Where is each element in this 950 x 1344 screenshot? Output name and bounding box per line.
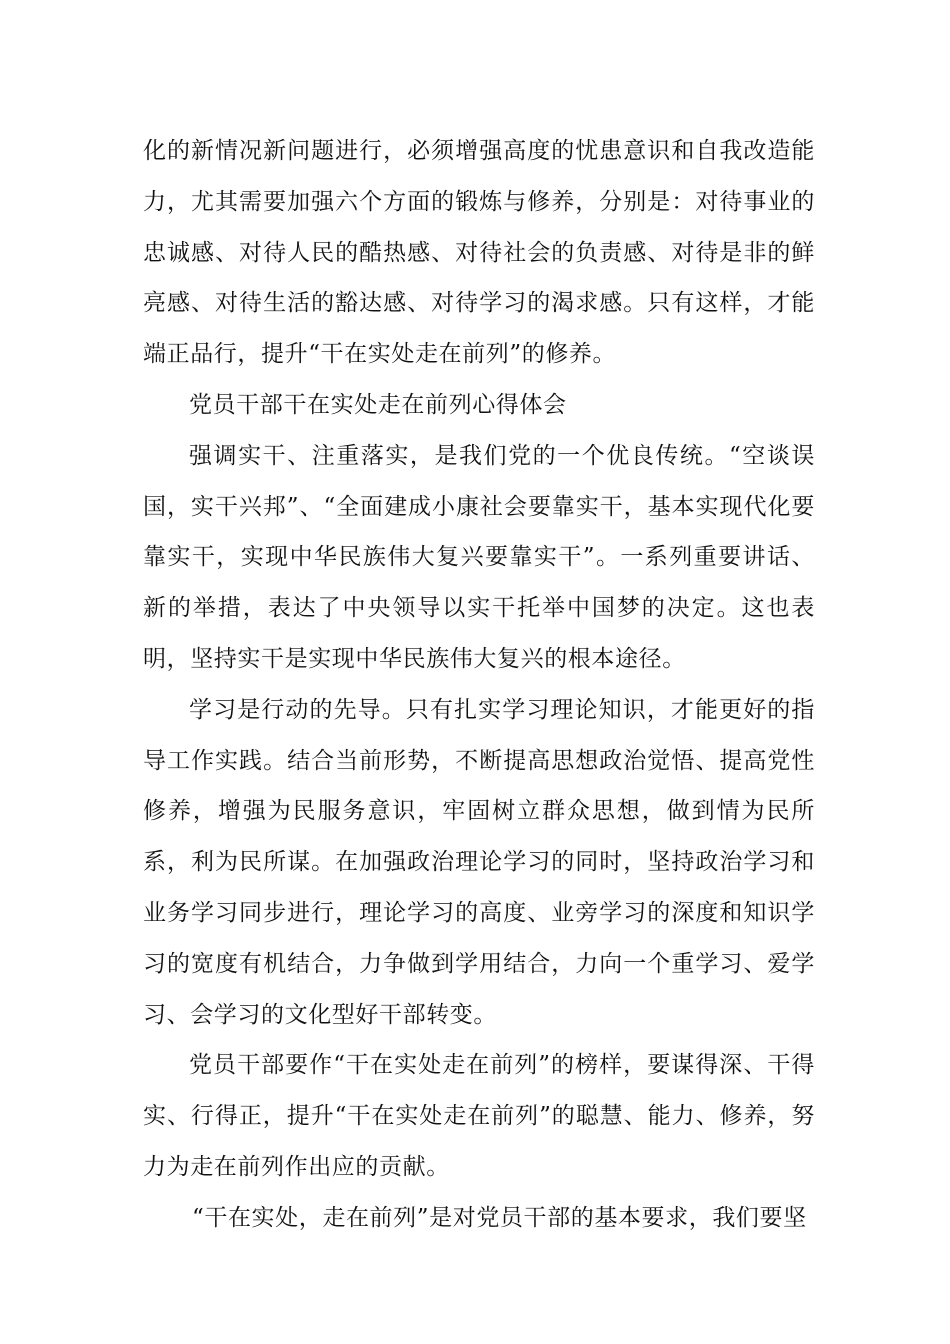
paragraph-basic-requirement: “干在实处，走在前列”是对党员干部的基本要求，我们要坚 [192,1204,807,1231]
section-heading: 党员干部干在实处走在前列心得体会 [189,391,567,418]
paragraph-study: 学习是行动的先导。只有扎实学习理论知识，才能更好的指导工作实践。结合当前形势，不断提高思想政治觉悟、提高党性修养，增强为民服务意识，牢固树立群众思想，做到情为民所系，利为民所谋。在加强政治理论学习的同时，坚持政治学习和业务学习同步进行，理论学习的高度、业旁学习的深度和知识学习的宽度有机结合，力争做到学用结合，力向一个重学习、爱学习、会学习的文化型好干部转变。 [143,696,815,1028]
paragraph-continuation: 化的新情况新问题进行，必须增强高度的忧患意识和自我改造能力，尤其需要加强六个方面的锻炼与修养，分别是：对待事业的忠诚感、对待人民的酷热感、对待社会的负责感、对待是非的鲜亮感、对待生活的豁达感、对待学习的渴求感。只有这样，才能端正品行，提升“干在实处走在前列”的修养。 [143,138,815,368]
paragraph-role-model: 党员干部要作“干在实处走在前列”的榜样，要谋得深、干得实、行得正，提升“干在实处走在前列”的聪慧、能力、修养，努力为走在前列作出应的贡献。 [143,1052,815,1180]
paragraph-practical-work: 强调实干、注重落实，是我们党的一个优良传统。“空谈误国，实干兴邦”、“全面建成小康社会要靠实干，基本实现代化要靠实干，实现中华民族伟大复兴要靠实干”。一系列重要讲话、新的举措，表达了中央领导以实干托举中国梦的决定。这也表明，坚持实干是实现中华民族伟大复兴的根本途径。 [143,442,815,672]
document-body [143,126,815,1244]
